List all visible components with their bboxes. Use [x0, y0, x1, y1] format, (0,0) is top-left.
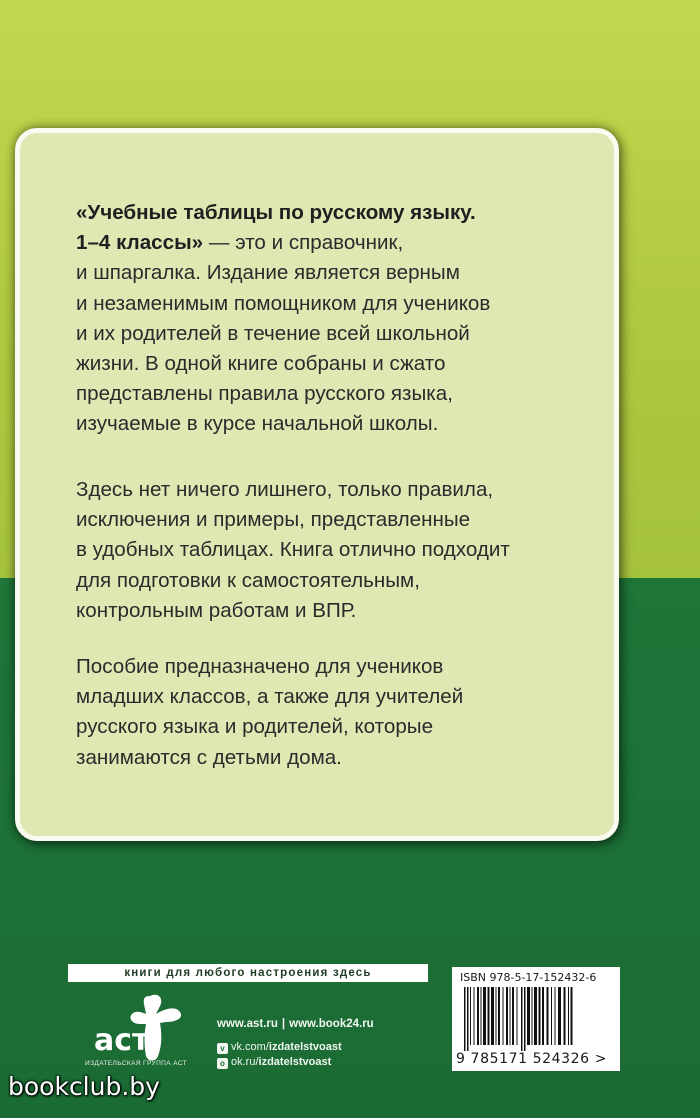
barcode-bar [555, 987, 556, 1045]
barcode-graphic [462, 987, 610, 1051]
barcode-digits: 9 785171 524326 > [456, 1051, 608, 1067]
barcode-bar [488, 987, 490, 1045]
barcode-bar [551, 987, 552, 1045]
description-line: и их родителей в течение всей школьной [76, 321, 470, 345]
description-line-rest: — это и справочник, [203, 231, 404, 255]
barcode-bar [467, 987, 469, 1051]
link-book24[interactable]: www.book24.ru [289, 1018, 374, 1030]
book-title-line-2: 1–4 классы» [76, 231, 204, 255]
barcode-bar [547, 987, 549, 1045]
barcode-bar [542, 987, 544, 1045]
social-vk[interactable] [217, 1041, 342, 1054]
description-line: и шпаргалка. Издание является верным [76, 261, 460, 285]
description-line: представлены правила русского языка, [76, 382, 453, 406]
vk-handle: izdatelstvoast [268, 1041, 342, 1053]
barcode-bar [517, 987, 518, 1045]
barcode-bar [532, 987, 533, 1045]
barcode-bar [512, 987, 514, 1045]
slogan-strip: книги для любого настроения здесь [68, 964, 428, 982]
barcode-bar [558, 987, 561, 1045]
barcode-bar [506, 987, 508, 1045]
barcode-bar [496, 987, 497, 1045]
social-ok[interactable] [217, 1056, 331, 1069]
description-paragraph-3 [76, 652, 606, 773]
link-separator: | [281, 1018, 286, 1030]
description-line [76, 228, 606, 258]
description-line: Здесь нет ничего лишнего, только правила, [76, 478, 494, 501]
description-line: младших классов, а также для учителей [76, 685, 464, 709]
description-line: в удобных таблицах. Книга отлично подходит [76, 538, 510, 562]
isbn-barcode-box [452, 967, 620, 1071]
barcode-bar [521, 987, 523, 1051]
description-paragraph-2 [76, 475, 606, 626]
barcode-bar [564, 987, 566, 1045]
barcode-bar [483, 987, 486, 1045]
barcode-bar [539, 987, 541, 1045]
description-line: жизни. В одной книге собраны и сжато [76, 352, 446, 376]
description-line: контрольным работам и ВПР. [76, 598, 357, 622]
publisher-label: ИЗДАТЕЛЬСКАЯ ГРУППА АСТ [85, 1060, 188, 1067]
barcode-bar [571, 987, 573, 1045]
watermark: bookclub.by [8, 1072, 160, 1101]
ok-handle: izdatelstvoast [258, 1056, 332, 1068]
description-line: для подготовки к самостоятельным, [76, 568, 420, 592]
barcode-bar [524, 987, 526, 1051]
description-line: исключения и примеры, представленные [76, 508, 471, 532]
barcode-bar [470, 987, 471, 1045]
barcode-bar [510, 987, 511, 1045]
site-links [217, 1018, 374, 1030]
isbn-label: ISBN 978-5-17-152432-6 [460, 971, 597, 984]
barcode-bar [474, 987, 475, 1045]
ast-logo-text: аст [94, 1023, 150, 1058]
barcode-bar [503, 987, 504, 1045]
description-paragraph-1 [76, 198, 606, 440]
barcode-bar [477, 987, 479, 1045]
description-line: Пособие предназначено для учеников [76, 655, 444, 678]
description-line: изучаемые в курсе начальной школы. [76, 412, 439, 436]
description-line: и незаменимым помощником для учеников [76, 291, 491, 315]
barcode-bar [527, 987, 530, 1045]
barcode-bar [498, 987, 500, 1045]
ok-icon: o [217, 1058, 228, 1069]
ok-prefix: ok.ru/ [231, 1056, 259, 1068]
vk-icon: v [217, 1043, 228, 1054]
vk-prefix: vk.com/ [231, 1041, 269, 1053]
barcode-bar [464, 987, 466, 1051]
barcode-bar [491, 987, 494, 1045]
description-line: занимаются с детьми дома. [76, 745, 342, 769]
barcode-bar [481, 987, 482, 1045]
barcode-bar [568, 987, 569, 1045]
book-title-line-1: «Учебные таблицы по русскому языку. [76, 201, 476, 224]
link-ast[interactable]: www.ast.ru [217, 1018, 278, 1030]
barcode-bar [534, 987, 537, 1045]
description-line: русского языка и родителей, которые [76, 715, 434, 739]
